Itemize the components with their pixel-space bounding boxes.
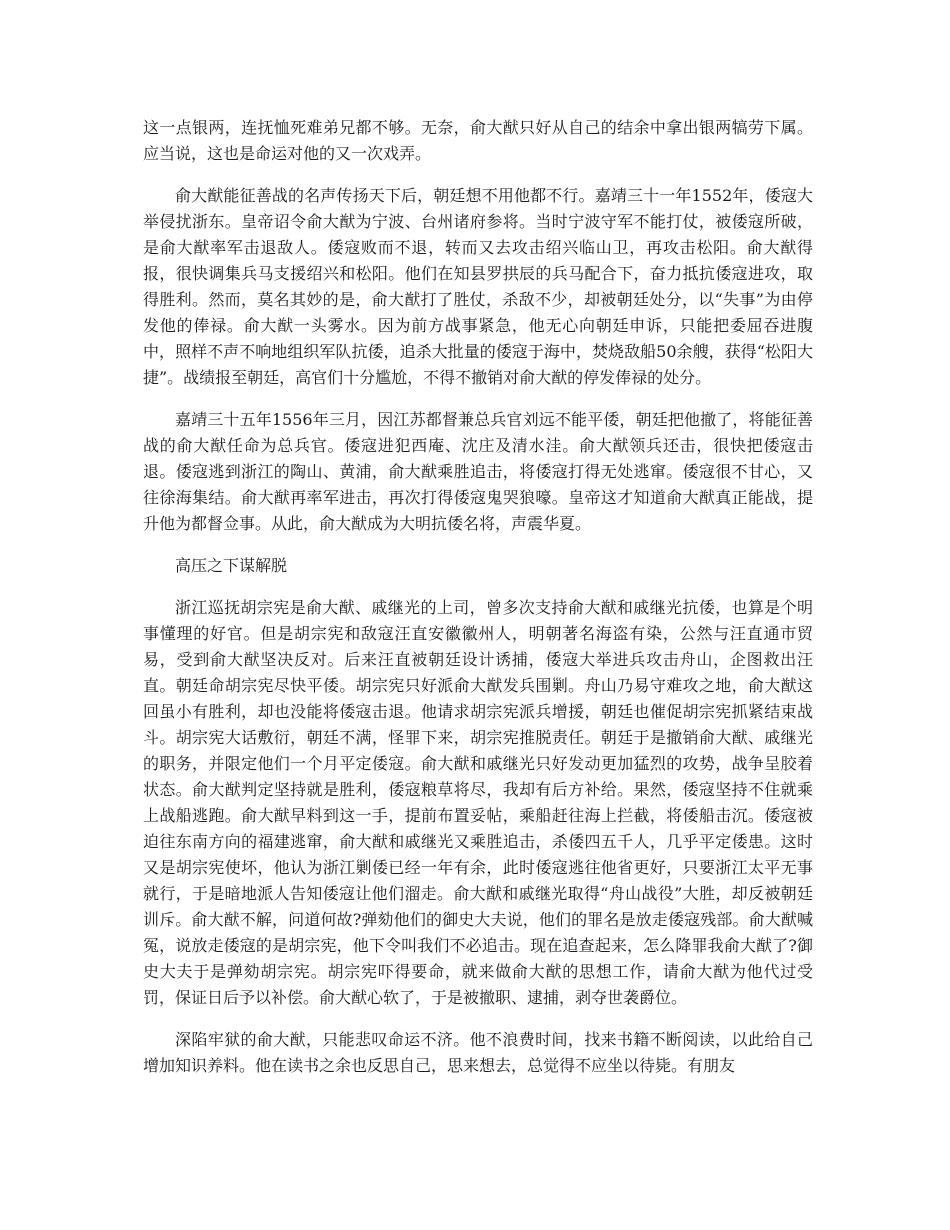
paragraph-1: 这一点银两，连抚恤死难弟兄都不够。无奈，俞大猷只好从自己的结余中拿出银两犒劳下属。应当说，这也是命运对他的又一次戏弄。: [143, 118, 813, 163]
document-page: [143, 115, 813, 1095]
paragraph-5: 深陷牢狱的俞大猷，只能悲叹命运不济。他不浪费时间，找来书籍不断阅读，以此给自己增加知识养料。他在读书之余也反思自己，思来想去，总觉得不应坐以待毙。有朋友: [143, 1030, 813, 1075]
paragraph-3: 嘉靖三十五年1556年三月，因江苏都督兼总兵官刘远不能平倭，朝廷把他撤了，将能征善战的俞大猷任命为总兵官。倭寇进犯西庵、沈庄及清水洼。俞大猷领兵还击，很快把倭寇击退。倭寇逃到浙江的陶山、黄浦，俞大猷乘胜追击，将倭寇打得无处逃窜。倭寇很不甘心，又往徐海集结。俞大猷再率军进击，再次打得倭寇鬼哭狼嚎。皇帝这才知道俞大猷真正能战，提升他为都督佥事。从此，俞大猷成为大明抗倭名将，声震华夏。: [143, 410, 813, 533]
paragraph-2: 俞大猷能征善战的名声传扬天下后，朝廷想不用他都不行。嘉靖三十一年1552年，倭寇大举侵扰浙东。皇帝诏令俞大猷为宁波、台州诸府参将。当时宁波守军不能打仗，被倭寇所破，是俞大猷率军击退敌人。倭寇败而不退，转而又去攻击绍兴临山卫，再攻击松阳。俞大猷得报，很快调集兵马支援绍兴和松阳。他们在知县罗拱辰的兵马配合下，奋力抵抗倭寇进攻，取得胜利。然而，莫名其妙的是，俞大猷打了胜仗，杀敌不少，却被朝廷处分，以“失事”为由停发他的俸禄。俞大猷一头雾水。因为前方战事紧急，他无心向朝廷申诉，只能把委屈吞进腹中，照样不声不响地组织军队抗倭，追杀大批量的倭寇于海中，焚烧敌船50余艘，获得“松阳大捷”。战绩报至朝廷，高官们十分尴尬，不得不撤销对俞大猷的停发俸禄的处分。: [143, 186, 813, 387]
section-heading: 高压之下谋解脱: [175, 556, 288, 575]
paragraph-4: 浙江巡抚胡宗宪是俞大猷、戚继光的上司，曾多次支持俞大猷和戚继光抗倭，也算是个明事懂理的好官。但是胡宗宪和敌寇汪直安徽徽州人，明朝著名海盗有染，公然与汪直通市贸易，受到俞大猷坚决反对。后来汪直被朝廷设计诱捕，倭寇大举进兵攻击舟山，企图救出汪直。朝廷命胡宗宪尽快平倭。胡宗宪只好派俞大猷发兵围剿。舟山乃易守难攻之地，俞大猷这回虽小有胜利，却也没能将倭寇击退。他请求胡宗宪派兵增援，朝廷也催促胡宗宪抓紧结束战斗。胡宗宪大话敷衍，朝廷不满，怪罪下来，胡宗宪推脱责任。朝廷于是撤销俞大猷、戚继光的职务，并限定他们一个月平定倭寇。俞大猷和戚继光只好发动更加猛烈的攻势，战争呈胶着状态。俞大猷判定坚持就是胜利，倭寇粮草将尽，我却有后方补给。果然，倭寇坚持不住就乘上战船逃跑。俞大猷早料到这一手，提前布置妥帖，乘船赶往海上拦截，将倭船击沉。倭寇被迫往东南方向的福建逃窜，俞大猷和戚继光又乘胜追击，杀倭四五千人，几乎平定倭患。这时又是胡宗宪使坏，他认为浙江剿倭已经一年有余，此时倭寇逃往他省更好，只要浙江太平无事就行，于是暗地派人告知倭寇让他们溜走。俞大猷和戚继光取得“舟山战役”大胜，却反被朝廷训斥。俞大猷不解，问道何故?弹劾他们的御史大夫说，他们的罪名是放走倭寇残部。俞大猷喊冤，说放走倭寇的是胡宗宪，他下令叫我们不必追击。现在追查起来，怎么降罪我俞大猷了?御史大夫于是弹劾胡宗宪。胡宗宪吓得要命，就来做俞大猷的思想工作，请俞大猷为他代过受罚，保证日后予以补偿。俞大猷心软了，于是被撤职、逮捕，剥夺世袭爵位。: [143, 598, 813, 1007]
